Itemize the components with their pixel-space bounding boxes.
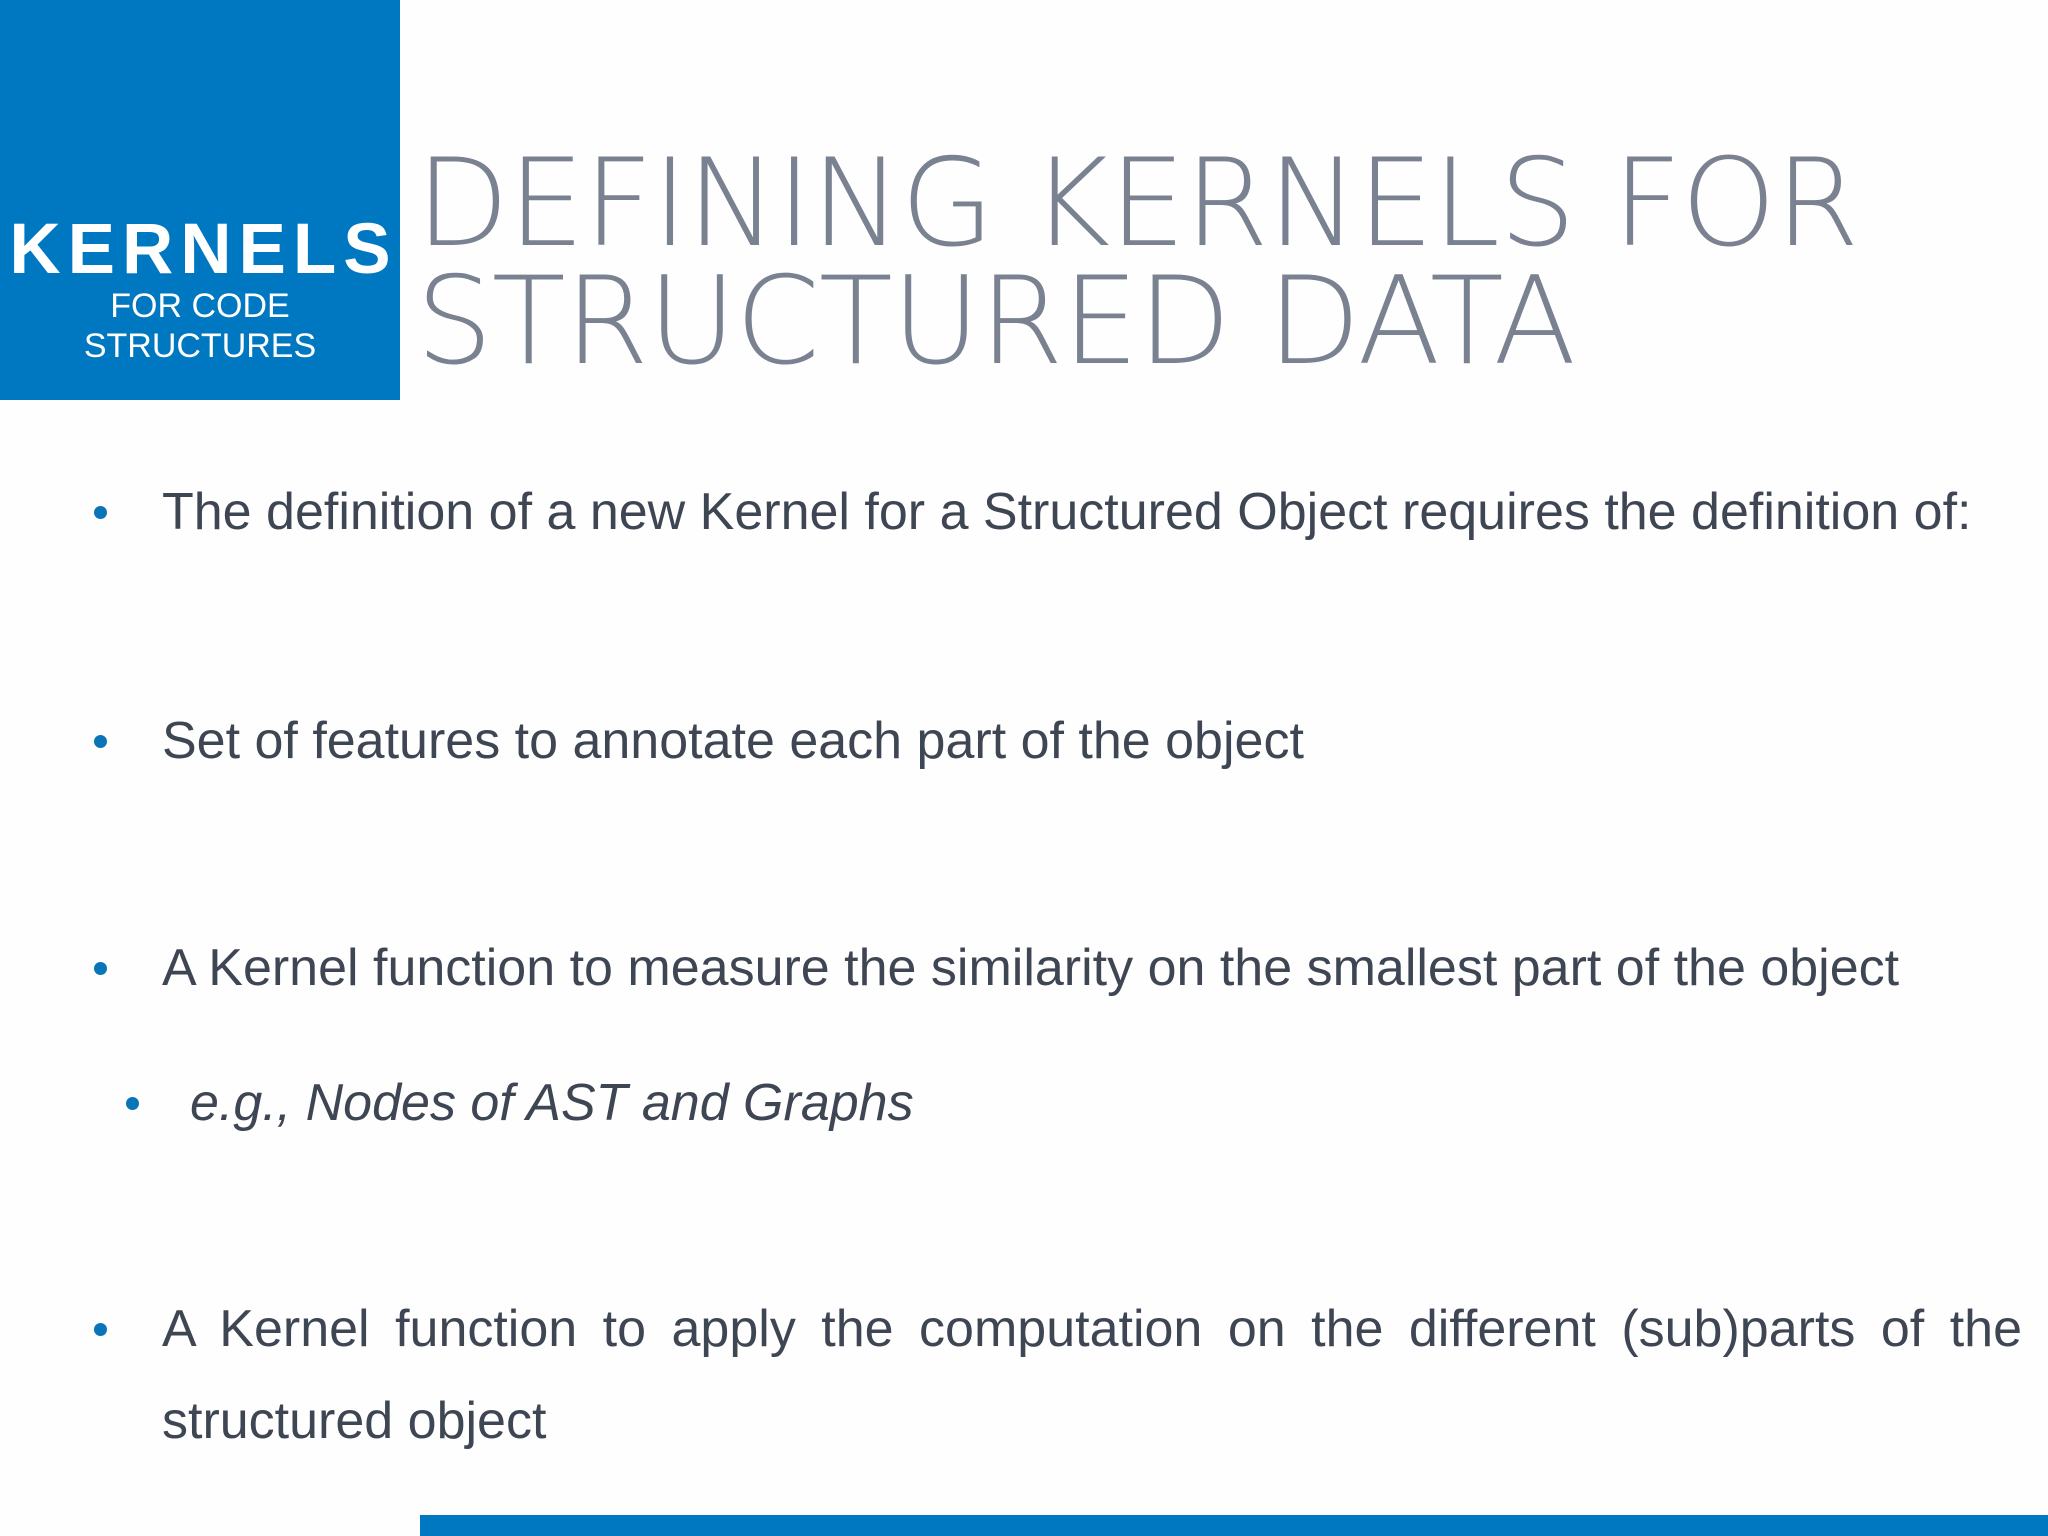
badge-subtitle xyxy=(0,286,400,366)
bullet-dot xyxy=(94,962,107,975)
sub-bullet-text: e.g., Nodes of AST and Graphs xyxy=(190,1074,914,1132)
section-badge xyxy=(0,0,400,400)
badge-subtitle-line2: STRUCTURES xyxy=(83,327,317,365)
slide-title-line2: STRUCTURED DATA xyxy=(416,251,1576,392)
bullet-text: A Kernel function to apply the computation on the different (sub)parts of the structured object xyxy=(162,1300,2022,1450)
slide-title-line1: DEFINING KERNELS FOR xyxy=(416,133,1859,274)
bullet-dot xyxy=(94,735,107,748)
footer-accent-bar xyxy=(420,1515,2048,1536)
bullet-dot xyxy=(94,506,107,519)
slide-title xyxy=(416,133,1976,392)
badge-subtitle-line1: FOR CODE xyxy=(110,287,290,325)
bullet-text: The definition of a new Kernel for a Structured Object requires the definition of: xyxy=(162,483,1972,541)
bullet-text: A Kernel function to measure the similarity on the smallest part of the object xyxy=(162,939,1900,997)
badge-title: KERNELS xyxy=(9,210,398,289)
bullet-text: Set of features to annotate each part of the object xyxy=(162,712,1304,770)
bullet-dot xyxy=(126,1097,139,1110)
bullet-dot xyxy=(94,1323,107,1336)
